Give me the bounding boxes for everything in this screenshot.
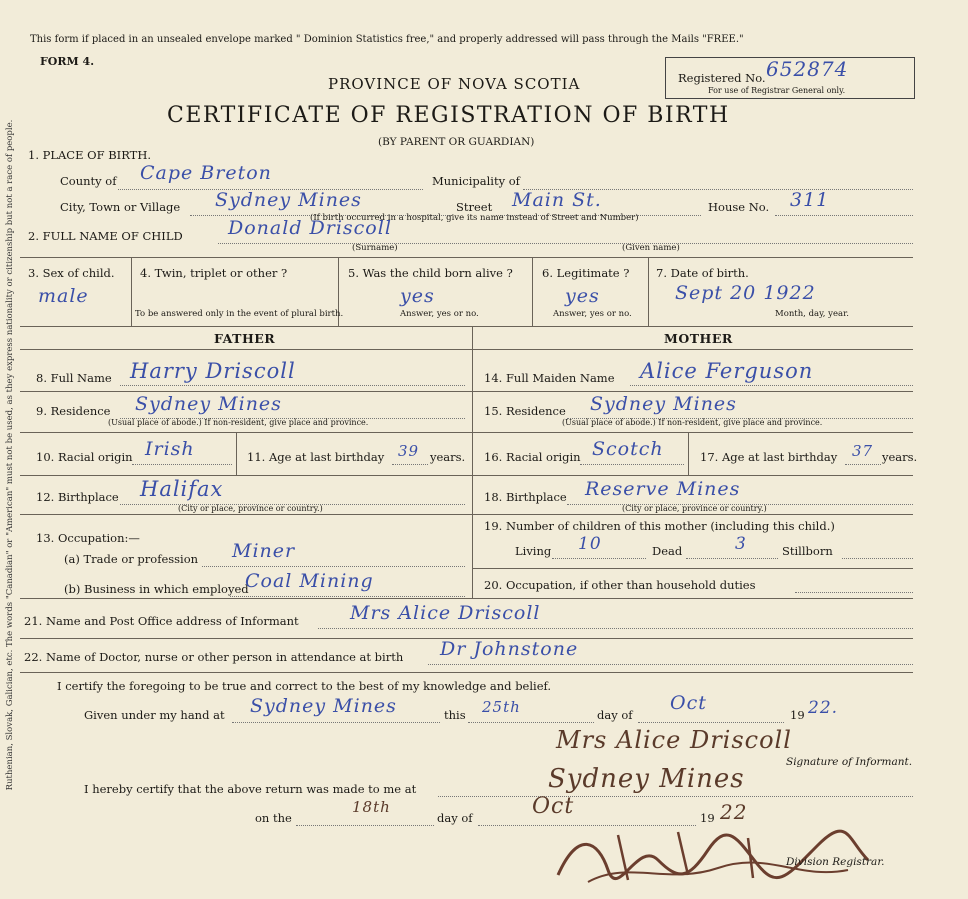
business-label: (b) Business in which employed [64, 582, 249, 596]
mother-residence-label: 15. Residence [484, 404, 566, 418]
father-birthplace-value: Halifax [140, 477, 224, 501]
page-title: CERTIFICATE OF REGISTRATION OF BIRTH [167, 103, 730, 128]
hospital-note: (If birth occurred in a hospital, give its name instead of Street and Number) [310, 213, 639, 223]
place-of-birth-label: 1. PLACE OF BIRTH. [28, 148, 152, 162]
father-racial-value: Irish [145, 438, 195, 460]
legitimate-label: 6. Legitimate ? [542, 266, 630, 280]
mail-note: This form if placed in an unsealed envelope marked " Dominion Statistics free," and properly addressed will pass through the Mails "FREE." [30, 34, 744, 45]
mother-residence-value: Sydney Mines [590, 393, 737, 415]
mother-occupation-label: 20. Occupation, if other than household duties [484, 578, 756, 592]
surname-note: (Surname) [352, 243, 398, 253]
city-value: Sydney Mines [215, 189, 362, 211]
doctor-label: 22. Name of Doctor, nurse or other person in attendance at birth [24, 650, 404, 664]
mother-age-label: 17. Age at last birthday [700, 450, 838, 464]
twin-label: 4. Twin, triplet or other ? [140, 266, 288, 280]
on-the-label: on the [255, 811, 292, 825]
province-title: PROVINCE OF NOVA SCOTIA [328, 75, 581, 93]
certify-statement: I certify the foregoing to be true and correct to the best of my knowledge and belief. [57, 679, 552, 693]
on-month-value: Oct [532, 794, 575, 819]
father-residence-value: Sydney Mines [135, 393, 282, 415]
day-of-label: day of [597, 708, 633, 722]
this-label: this [444, 708, 466, 722]
day-value: 25th [482, 698, 521, 716]
registrar-label: Division Registrar. [786, 856, 885, 868]
father-birthplace-label: 12. Birthplace [36, 490, 119, 504]
twin-note: To be answered only in the event of plural birth. [135, 309, 344, 319]
mother-name-value: Alice Ferguson [640, 359, 814, 383]
house-value: 311 [790, 189, 830, 211]
mother-racial-label: 16. Racial origin [484, 450, 581, 464]
house-label: House No. [708, 200, 770, 214]
father-years: years. [430, 450, 466, 464]
registered-label: Registered No. [678, 71, 766, 85]
mother-birthplace-label: 18. Birthplace [484, 490, 567, 504]
sex-label: 3. Sex of child. [28, 266, 115, 280]
father-residence-label: 9. Residence [36, 404, 111, 418]
trade-value: Miner [232, 540, 296, 562]
child-name-label: 2. FULL NAME OF CHILD [28, 229, 183, 243]
mother-age-value: 37 [852, 442, 874, 460]
date-value: Sept 20 1922 [675, 282, 816, 304]
on-year-prefix: 19 [700, 811, 715, 825]
father-birthplace-note: (City or place, province or country.) [178, 504, 323, 513]
on-day-value: 18th [352, 798, 391, 816]
child-name-value: Donald Driscoll [228, 217, 392, 239]
day-of-label-2: day of [437, 811, 473, 825]
side-note: Ruthenian, Slovak, Galician, etc. The words "Canadian" or "American" must not be used, as they express nationality or citizenship but not a race of people. [5, 119, 15, 791]
children-label: 19. Number of children of this mother (including this child.) [484, 519, 835, 533]
stillborn-label: Stillborn [782, 544, 833, 558]
signature-label: Signature of Informant. [786, 756, 913, 768]
municipality-label: Municipality of [432, 174, 520, 188]
return-place: Sydney Mines [548, 764, 745, 794]
doctor-value: Dr Johnstone [440, 638, 579, 660]
father-residence-note: (Usual place of abode.) If non-resident, give place and province. [108, 418, 369, 427]
informant-value: Mrs Alice Driscoll [350, 602, 541, 624]
street-label: Street [456, 200, 493, 214]
informant-signature: Mrs Alice Driscoll [556, 726, 792, 754]
registrar-note: For use of Registrar General only. [708, 86, 846, 95]
father-occupation-label: 13. Occupation:— [36, 531, 140, 545]
form-number: FORM 4. [40, 55, 95, 68]
legitimate-note: Answer, yes or no. [553, 309, 632, 319]
mother-racial-value: Scotch [592, 438, 664, 460]
year-prefix: 19 [790, 708, 805, 722]
registered-number: 652874 [766, 57, 849, 81]
year-value: 22. [808, 698, 839, 718]
return-label: I hereby certify that the above return was made to me at [84, 782, 417, 796]
date-label: 7. Date of birth. [656, 266, 749, 280]
mother-years: years. [882, 450, 918, 464]
page-subtitle: (BY PARENT OR GUARDIAN) [378, 136, 535, 148]
trade-label: (a) Trade or profession [64, 552, 199, 566]
month-value: Oct [670, 692, 707, 714]
given-place: Sydney Mines [250, 695, 397, 717]
dead-label: Dead [652, 544, 683, 558]
father-name-label: 8. Full Name [36, 371, 112, 385]
dead-value: 3 [735, 534, 747, 554]
alive-label: 5. Was the child born alive ? [348, 266, 513, 280]
given-label: Given under my hand at [84, 708, 225, 722]
county-value: Cape Breton [140, 162, 272, 184]
city-label: City, Town or Village [60, 200, 181, 214]
living-value: 10 [578, 534, 602, 554]
legitimate-value: yes [565, 285, 600, 307]
sex-value: male [38, 285, 89, 307]
father-age-label: 11. Age at last birthday [247, 450, 385, 464]
mother-heading: MOTHER [664, 331, 733, 346]
father-name-value: Harry Driscoll [130, 359, 296, 383]
alive-note: Answer, yes or no. [400, 309, 479, 319]
informant-label: 21. Name and Post Office address of Informant [24, 614, 299, 628]
business-value: Coal Mining [245, 570, 374, 592]
on-year-value: 22 [720, 800, 748, 824]
street-value: Main St. [512, 189, 602, 211]
county-label: County of [60, 174, 117, 188]
living-label: Living [515, 544, 552, 558]
mother-birthplace-value: Reserve Mines [585, 478, 741, 500]
father-racial-label: 10. Racial origin [36, 450, 133, 464]
father-age-value: 39 [398, 442, 420, 460]
father-heading: FATHER [214, 331, 276, 346]
mother-name-label: 14. Full Maiden Name [484, 371, 615, 385]
alive-value: yes [400, 285, 435, 307]
mother-residence-note: (Usual place of abode.) If non-resident, give place and province. [562, 418, 823, 427]
given-name-note: (Given name) [622, 243, 680, 253]
date-note: Month, day, year. [775, 309, 849, 319]
mother-birthplace-note: (City or place, province or country.) [622, 504, 767, 513]
